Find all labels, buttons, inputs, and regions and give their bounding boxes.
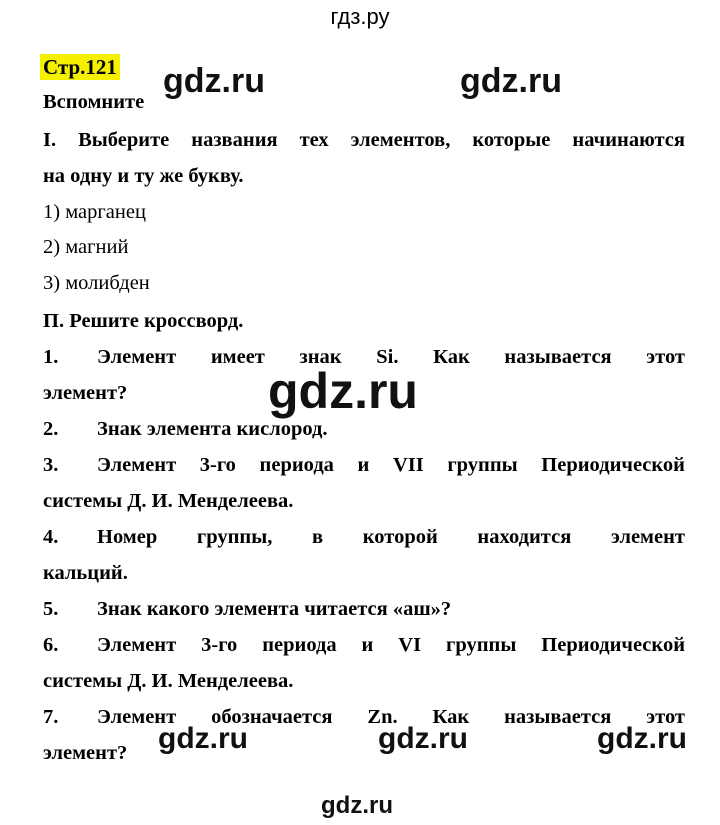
crossword-item-6-cont: системы Д. И. Менделеева. [43, 670, 294, 692]
watermark: gdz.ru [158, 722, 248, 755]
item-text: Номер группы, в которой находится элемент [97, 526, 685, 548]
crossword-item-3-cont: системы Д. И. Менделеева. [43, 490, 294, 512]
crossword-item-1-cont: элемент? [43, 382, 128, 404]
item-text: Элемент 3-го периода и VI группы Периодической [97, 634, 685, 656]
item-text: Знак какого элемента читается «аш»? [97, 598, 452, 620]
crossword-item-7-cont: элемент? [43, 742, 128, 764]
item-number: 3. [43, 454, 59, 476]
heading: Вспомните [43, 91, 145, 113]
crossword-item-4-cont: кальций. [43, 562, 128, 584]
watermark: gdz.ru [378, 722, 468, 755]
page-number-label: Стр.121 [40, 54, 120, 80]
watermark: gdz.ru [460, 62, 562, 100]
watermark: gdz.ru [163, 62, 265, 100]
watermark: gdz.ru [321, 792, 393, 819]
item-number: 5. [43, 598, 59, 620]
option-1: 1) марганец [43, 201, 146, 223]
item-text: Элемент имеет знак Si. Как называется этот [97, 346, 685, 368]
task1-line2: на одну и ту же букву. [43, 165, 244, 187]
option-3: 3) молибден [43, 272, 150, 294]
task1-line1: I. Выберите названия тех элементов, которые начинаются [43, 129, 685, 151]
item-text: Элемент обозначается Zn. Как называется этот [97, 706, 685, 728]
item-text: Знак элемента кислород. [97, 418, 328, 440]
item-number: 4. [43, 526, 59, 548]
item-number: 2. [43, 418, 59, 440]
crossword-item-5 [43, 596, 685, 622]
item-text: Элемент 3-го периода и VII группы Периодической [97, 454, 685, 476]
site-header-watermark: гдз.ру [330, 4, 390, 29]
watermark: gdz.ru [268, 363, 418, 419]
option-2: 2) магний [43, 236, 129, 258]
item-number: 7. [43, 706, 59, 728]
task2-title: П. Решите кроссворд. [43, 310, 244, 332]
crossword-item-6 [43, 632, 685, 658]
crossword-item-3 [43, 452, 685, 478]
item-number: 1. [43, 346, 59, 368]
item-number: 6. [43, 634, 59, 656]
watermark: gdz.ru [597, 722, 687, 755]
crossword-item-7 [43, 704, 685, 730]
crossword-item-4 [43, 524, 685, 550]
